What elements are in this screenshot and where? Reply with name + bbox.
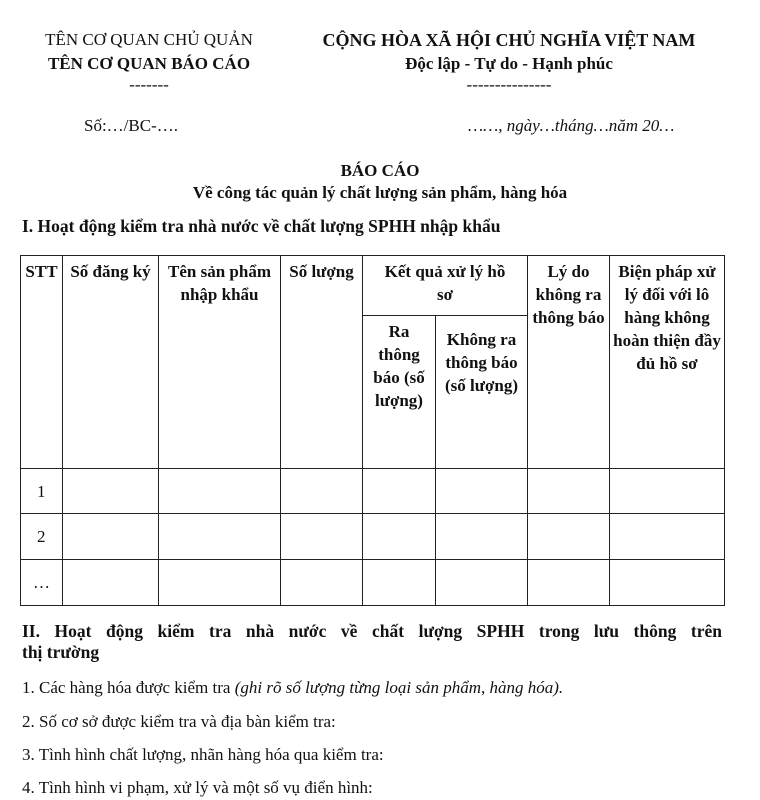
table-cell bbox=[63, 560, 159, 606]
list-item-1-text: 1. Các hàng hóa được kiểm tra bbox=[22, 678, 235, 697]
table-cell bbox=[159, 514, 281, 560]
left-divider: ------- bbox=[129, 75, 169, 94]
table-cell bbox=[63, 514, 159, 560]
list-item-1 bbox=[22, 678, 563, 698]
report-title: BÁO CÁO bbox=[340, 161, 420, 180]
table-cell bbox=[63, 469, 159, 514]
report-subtitle: Về công tác quản lý chất lượng sản phẩm, hàng hóa bbox=[192, 183, 568, 202]
table-cell bbox=[436, 469, 528, 514]
table-cell bbox=[363, 560, 436, 606]
table-cell bbox=[528, 514, 610, 560]
table-cell bbox=[159, 469, 281, 514]
parent-agency-name: TÊN CƠ QUAN CHỦ QUẢN bbox=[45, 30, 253, 49]
table-row bbox=[21, 560, 725, 606]
header-stt: STT bbox=[21, 256, 63, 469]
document-number: Số:…/BC-…. bbox=[84, 116, 178, 135]
national-motto: Độc lập - Tự do - Hạnh phúc bbox=[405, 54, 613, 73]
table-row bbox=[21, 469, 725, 514]
country-name: CỘNG HÒA XÃ HỘI CHỦ NGHĨA VIỆT NAM bbox=[322, 30, 696, 50]
issuing-agency-block bbox=[18, 28, 280, 94]
table-cell bbox=[281, 469, 363, 514]
table-cell bbox=[528, 560, 610, 606]
header-reason: Lý do không ra thông báo bbox=[528, 256, 610, 469]
right-divider: --------------- bbox=[466, 75, 552, 94]
row-stt: 2 bbox=[21, 514, 63, 560]
section-2-heading: II. Hoạt động kiểm tra nhà nước về chất lượng SPHH trong lưu thông trên bbox=[22, 621, 722, 641]
table-cell bbox=[159, 560, 281, 606]
table-cell bbox=[610, 469, 725, 514]
header-product-name: Tên sản phẩm nhập khẩu bbox=[159, 256, 281, 469]
table-cell bbox=[610, 514, 725, 560]
list-item-4: 4. Tình hình vi phạm, xử lý và một số vụ điển hình: bbox=[22, 778, 373, 797]
table-cell bbox=[363, 469, 436, 514]
header-result-issued: Ra thông báo (số lượng) bbox=[363, 316, 436, 469]
header-handling-measure: Biện pháp xử lý đối với lô hàng không hoàn thiện đầy đủ hồ sơ bbox=[610, 256, 725, 469]
list-item-1-note: (ghi rõ số lượng từng loại sản phẩm, hàng hóa). bbox=[234, 678, 564, 697]
header-quantity: Số lượng bbox=[281, 256, 363, 469]
table-cell bbox=[610, 560, 725, 606]
reporting-agency-name: TÊN CƠ QUAN BÁO CÁO bbox=[47, 54, 251, 73]
header-result-not-issued: Không ra thông báo (số lượng) bbox=[436, 316, 528, 469]
table-cell bbox=[281, 560, 363, 606]
section-2-heading-cont: thị trường bbox=[22, 642, 100, 662]
row-stt: … bbox=[21, 560, 63, 606]
table-cell bbox=[436, 514, 528, 560]
section-1-heading: I. Hoạt động kiểm tra nhà nước về chất lượng SPHH nhập khẩu bbox=[22, 216, 501, 236]
table-cell bbox=[528, 469, 610, 514]
document-date: ……, ngày…tháng…năm 20… bbox=[468, 116, 675, 135]
import-inspection-table bbox=[20, 255, 725, 606]
table-cell bbox=[436, 560, 528, 606]
table-cell bbox=[363, 514, 436, 560]
header-registration-number: Số đăng ký bbox=[63, 256, 159, 469]
list-item-3: 3. Tình hình chất lượng, nhãn hàng hóa qua kiểm tra: bbox=[22, 745, 384, 764]
list-item-2: 2. Số cơ sở được kiểm tra và địa bàn kiểm tra: bbox=[22, 712, 336, 731]
table-cell bbox=[281, 514, 363, 560]
national-motto-block bbox=[290, 28, 728, 94]
table-row bbox=[21, 514, 725, 560]
row-stt: 1 bbox=[21, 469, 63, 514]
header-processing-result: Kết quả xử lý hồ sơ bbox=[363, 256, 528, 316]
